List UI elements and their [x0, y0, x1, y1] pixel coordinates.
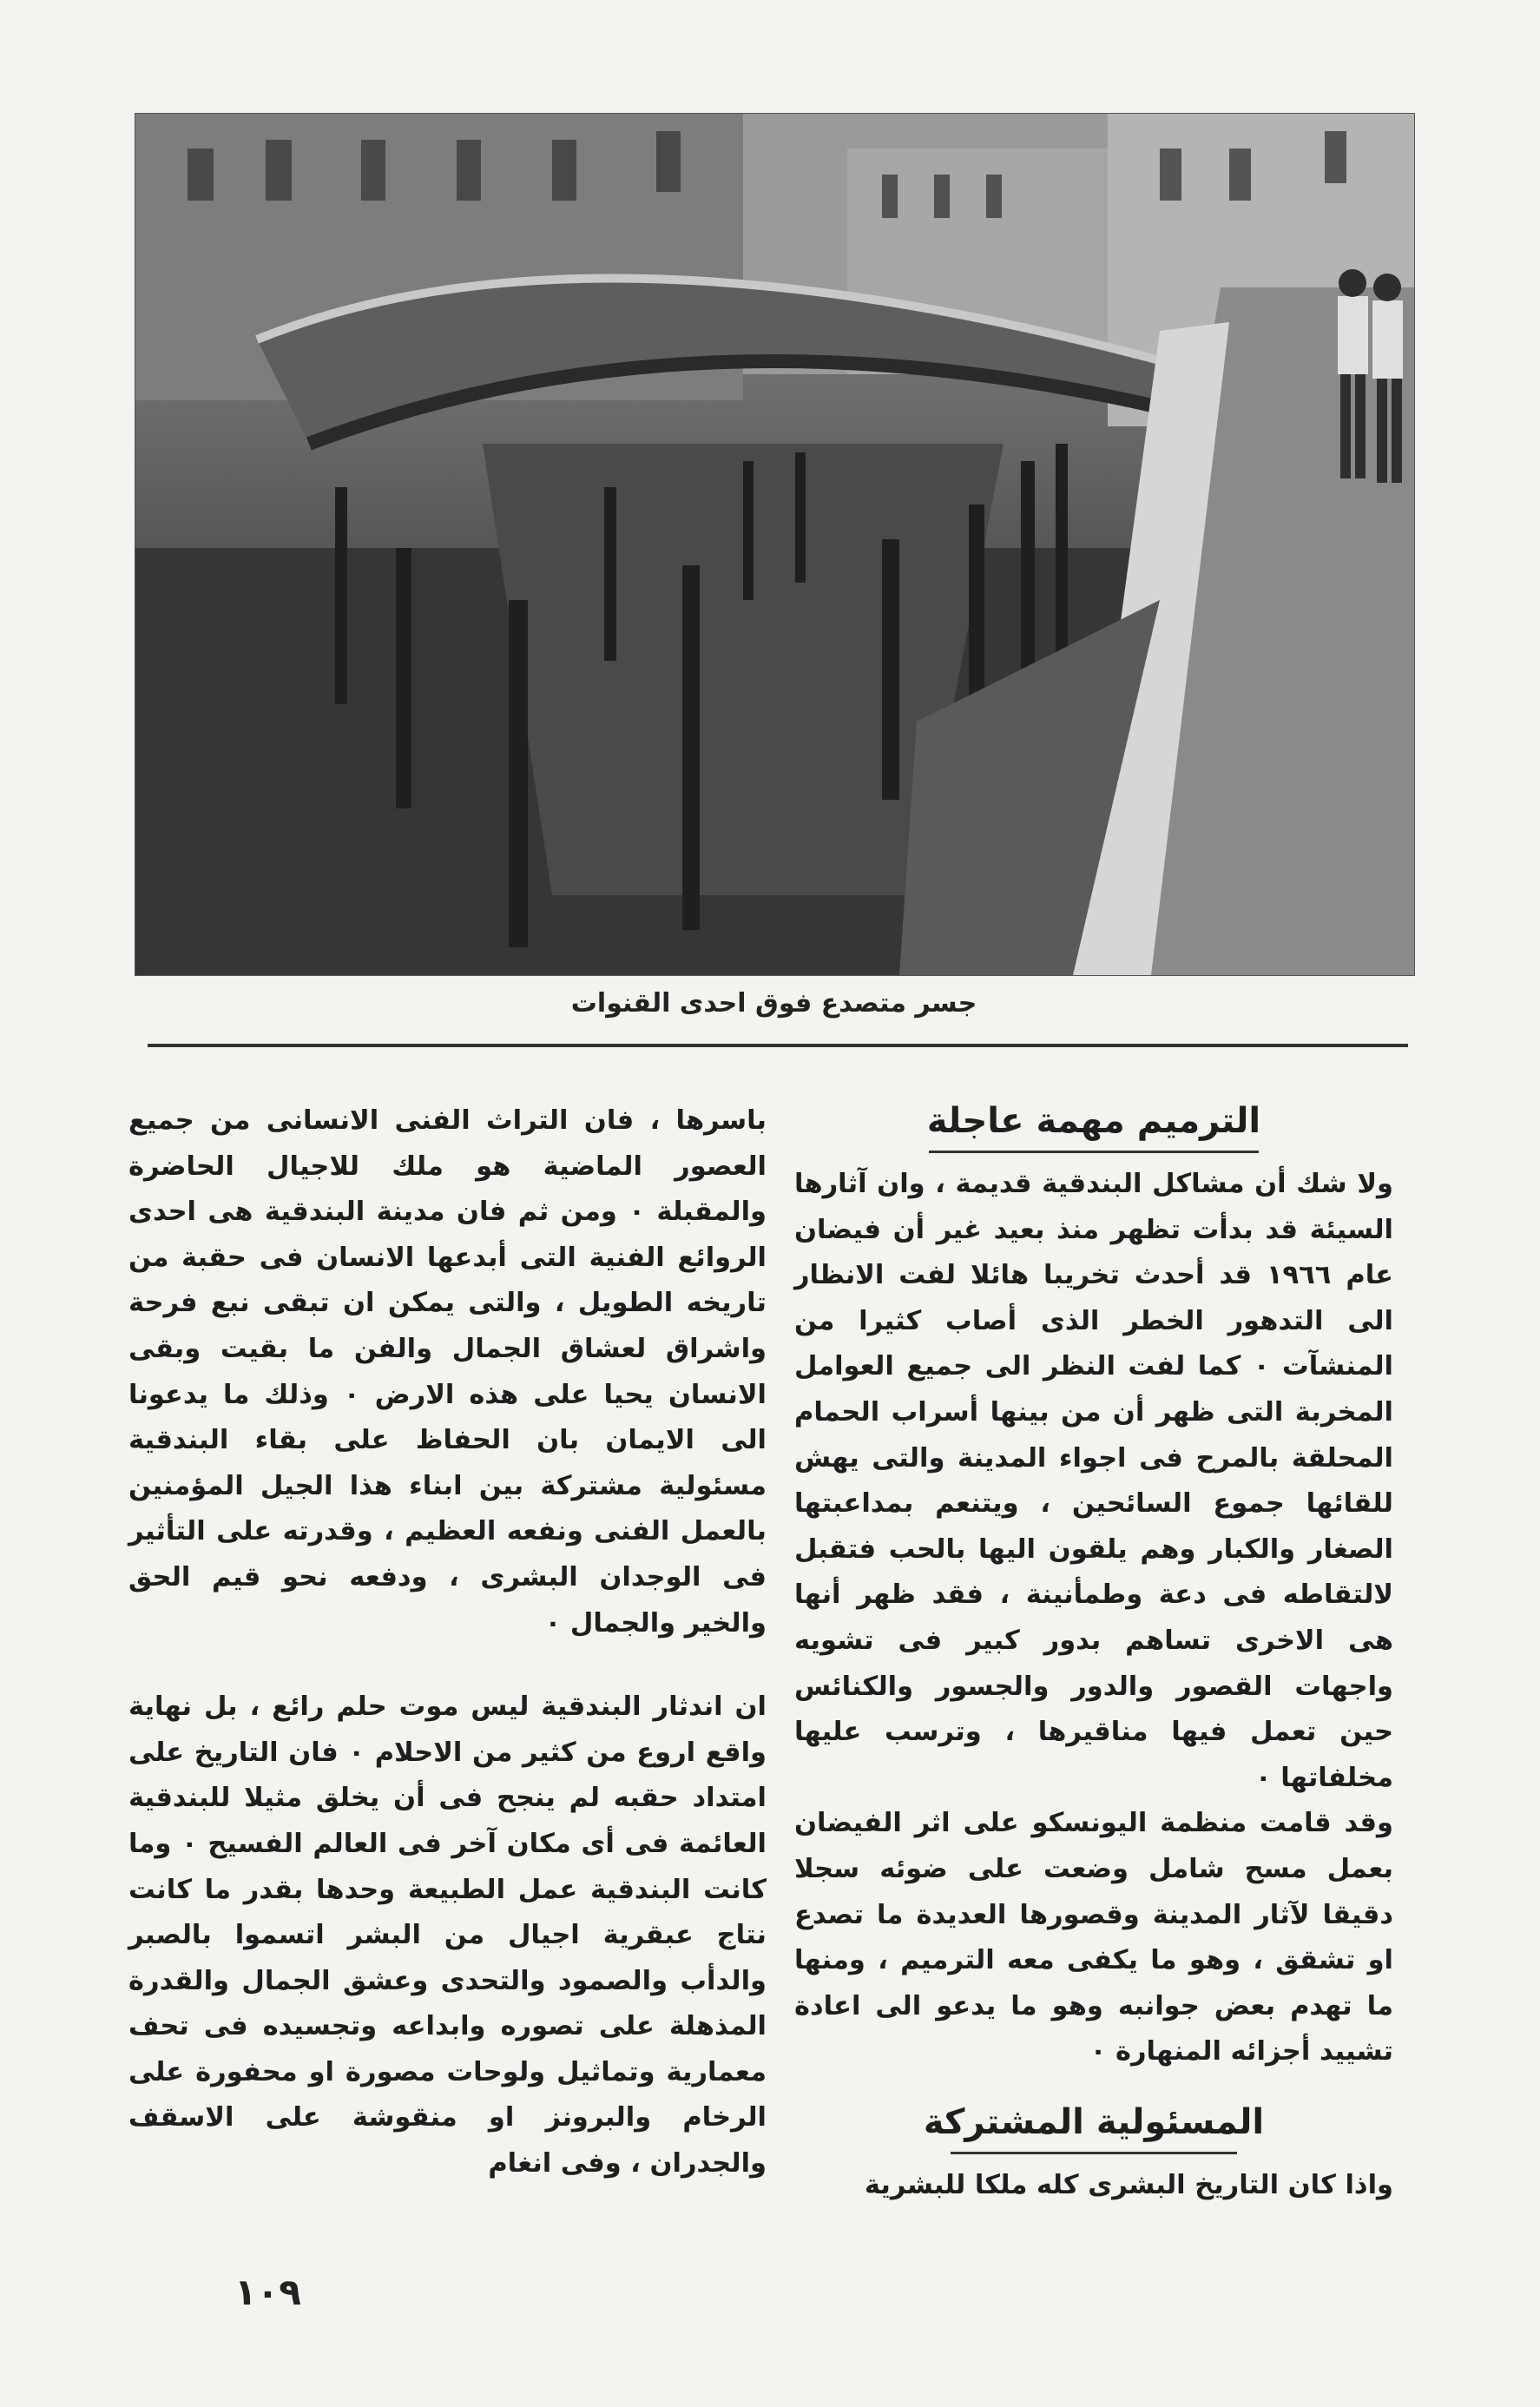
- body-paragraph: ولا شك أن مشاكل البندقية قديمة ، وان آثارها السيئة قد بدأت تظهر منذ بعيد غير أن فيضان عام ١٩٦٦ قد أحدث تخريبا هائلا لفت الانظار الى التدهور الخطر الذى أصاب كثيرا من المنشآت ٠ كما لفت النظر الى جميع العوامل المخربة التى ظهر أن من بينها أسراب الحمام المحلقة بالمرح فى اجواء المدينة والتى يهش للقائها جموع السائحين ، ويتنعم بمداعبتها الصغار والكبار وهم يلقون اليها بالحب فتقبل لالتقاطه فى دعة وطمأنينة ، فقد ظهر أنها هى الاخرى تساهم بدور كبير فى تشويه واجهات القصور والدور والجسور والكنائس حين تعمل فيها مناقيرها ، وترسب عليها مخلفاتها ٠: [794, 1169, 1393, 1793]
- body-paragraph: وقد قامت منظمة اليونسكو على اثر الفيضان بعمل مسح شامل وضعت على ضوئه سجلا دقيقا لآثار المدينة وقصورها العديدة ما تصدع او تشقق ، وهو ما يكفى معه الترميم ، ومنها ما تهدم بعض جوانبه وهو ما يدعو الى اعادة تشييد أجزائه المنهارة ٠: [794, 1808, 1393, 2067]
- photo-caption: جسر متصدع فوق احدى القنوات: [570, 988, 977, 1019]
- bridge-illustration: [135, 114, 1414, 975]
- heading-underline: [929, 1151, 1259, 1153]
- body-paragraph: ان اندثار البندقية ليس موت حلم رائع ، بل نهاية واقع اروع من كثير من الاحلام ٠ فان التاريخ على امتداد حقبه لم ينجح فى أن يخلق مثيلا للبندقية العائمة فى أى مكان آخر فى العالم الفسيح ٠ وما كانت البندقية عمل الطبيعة وحدها بقدر ما كانت نتاج عبقرية اجيال من البشر اتسموا بالصبر والدأب والصمود والتحدى وعشق الجمال والقدرة المذهلة على تصوره وابداعه وتجسيده فى تحف معمارية وتماثيل ولوحات مصورة او محفورة على الرخام والبرونز او منقوشة على الاسقف والجدران ، وفى انغام: [128, 1691, 767, 2179]
- section-divider: [148, 1044, 1408, 1047]
- heading-underline: [951, 2152, 1237, 2154]
- section-heading-restoration: الترميم مهمة عاجلة: [926, 1101, 1261, 1141]
- page-number: ١٠٩: [234, 2271, 301, 2313]
- body-paragraph: واذا كان التاريخ البشرى كله ملكا للبشرية: [864, 2169, 1393, 2200]
- canal-bridge-photo: [135, 113, 1415, 976]
- body-paragraph: باسرها ، فان التراث الفنى الانسانى من جميع العصور الماضية هو ملك للاجيال الحاضرة والمقبلة ٠ ومن ثم فان مدينة البندقية هى احدى الروائع الفنية التى أبدعها الانسان فى حقبة من تاريخه الطويل ، والتى يمكن ان تبقى نبع فرحة واشراق لعشاق الجمال والفن ما بقيت وبقى الانسان يحيا على هذه الارض ٠ وذلك ما يدعونا الى الايمان بان الحفاظ على بقاء البندقية مسئولية مشتركة بين ابناء هذا الجيل المؤمنين بالعمل الفنى ونفعه العظيم ، وقدرته على التأثير فى الوجدان البشرى ، ودفعه نحو قيم الحق والخير والجمال ٠: [128, 1105, 767, 1639]
- left-text-column: [128, 1098, 767, 2187]
- section-heading-shared-responsibility: المسئولية المشتركة: [923, 2101, 1265, 2142]
- right-text-column: [794, 1098, 1393, 2208]
